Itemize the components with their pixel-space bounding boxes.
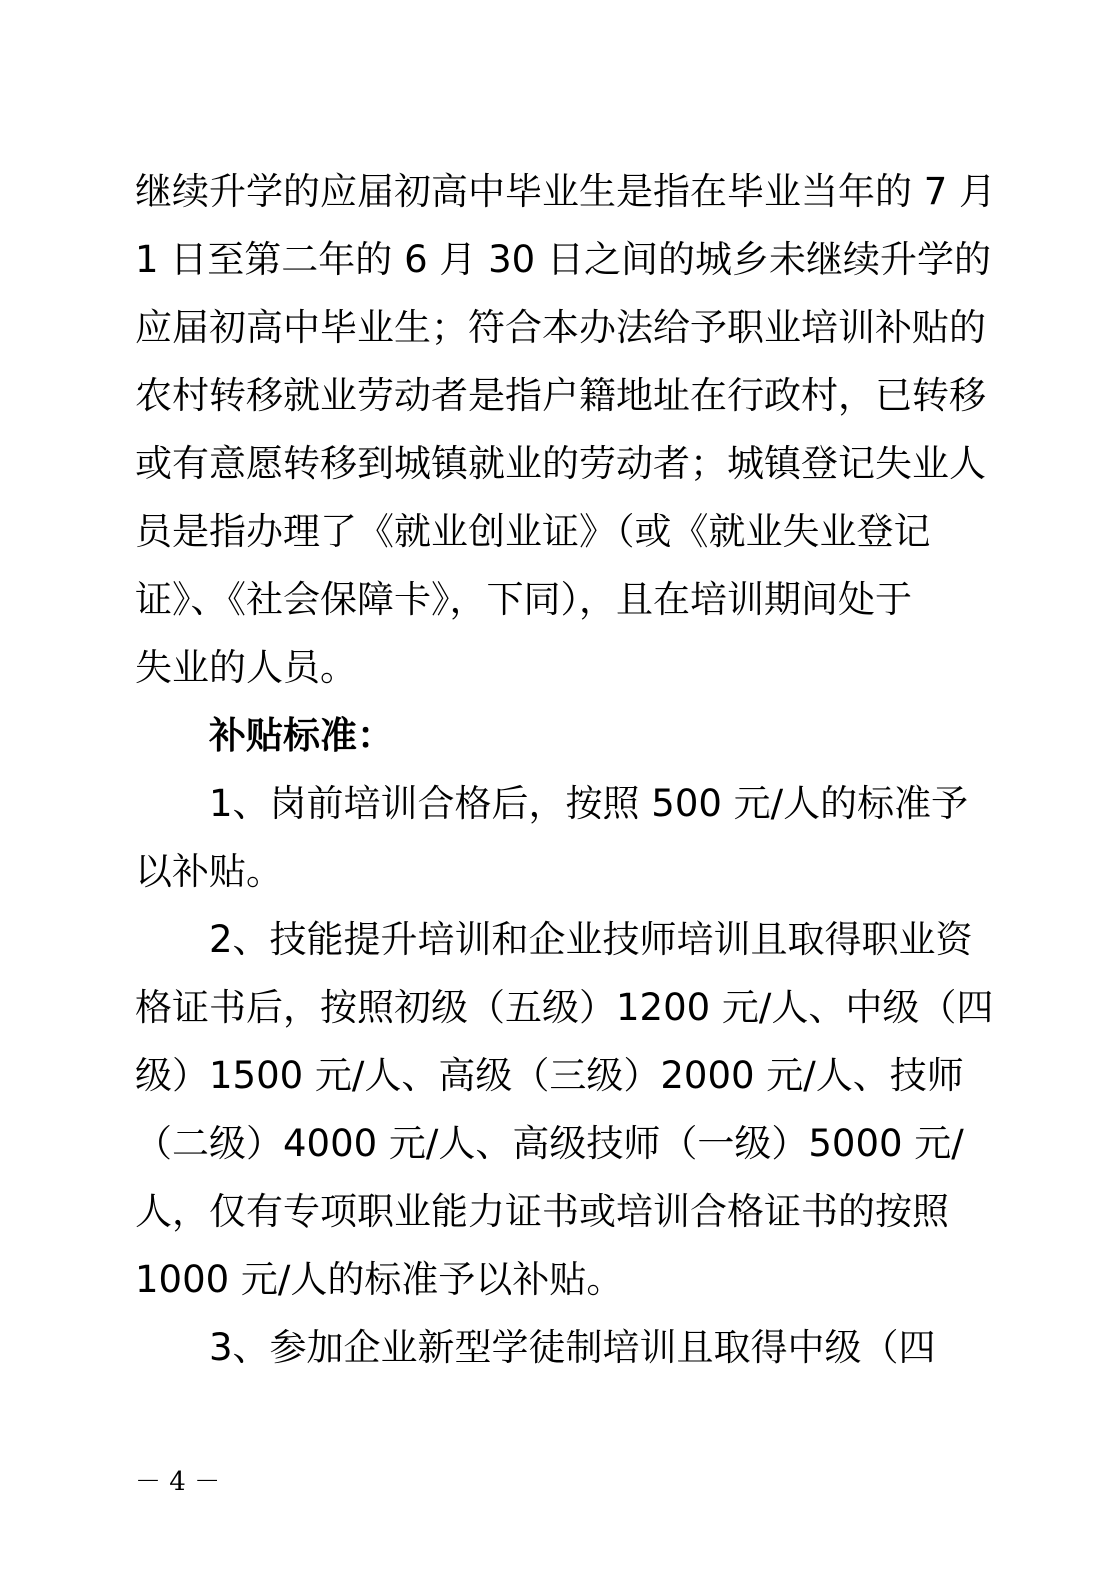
text-line: 农村转移就业劳动者是指户籍地址在行政村，已转移	[135, 374, 986, 417]
text-line: 1 日至第二年的 6 月 30 日之间的城乡未继续升学的	[135, 238, 991, 281]
text-line: 员是指办理了《就业创业证》（或《就业失业登记	[135, 510, 931, 553]
text-line: 1000 元/人的标准予以补贴。	[135, 1258, 624, 1301]
page-number: － 4 －	[135, 1467, 221, 1497]
text-line: 证》、《社会保障卡》，下同），且在培训期间处于	[135, 578, 912, 621]
section-heading: 补贴标准：	[209, 714, 394, 757]
text-line: 以补贴。	[135, 850, 283, 893]
text-line: 继续升学的应届初高中毕业生是指在毕业当年的 7 月	[135, 170, 997, 213]
text-line: 或有意愿转移到城镇就业的劳动者；城镇登记失业人	[135, 442, 986, 485]
text-line: 3、参加企业新型学徒制培训且取得中级（四	[209, 1326, 936, 1369]
body-text	[135, 158, 995, 1382]
text-line: （二级）4000 元/人、高级技师（一级）5000 元/	[135, 1122, 964, 1165]
text-line: 2、技能提升培训和企业技师培训且取得职业资	[209, 918, 973, 961]
text-line: 人，仅有专项职业能力证书或培训合格证书的按照	[135, 1190, 949, 1233]
text-line: 1、岗前培训合格后，按照 500 元/人的标准予	[209, 782, 969, 825]
text-line: 级）1500 元/人、高级（三级）2000 元/人、技师	[135, 1054, 964, 1097]
text-line: 应届初高中毕业生；符合本办法给予职业培训补贴的	[135, 306, 986, 349]
text-line: 失业的人员。	[135, 646, 357, 689]
text-line: 格证书后，按照初级（五级）1200 元/人、中级（四	[135, 986, 994, 1029]
